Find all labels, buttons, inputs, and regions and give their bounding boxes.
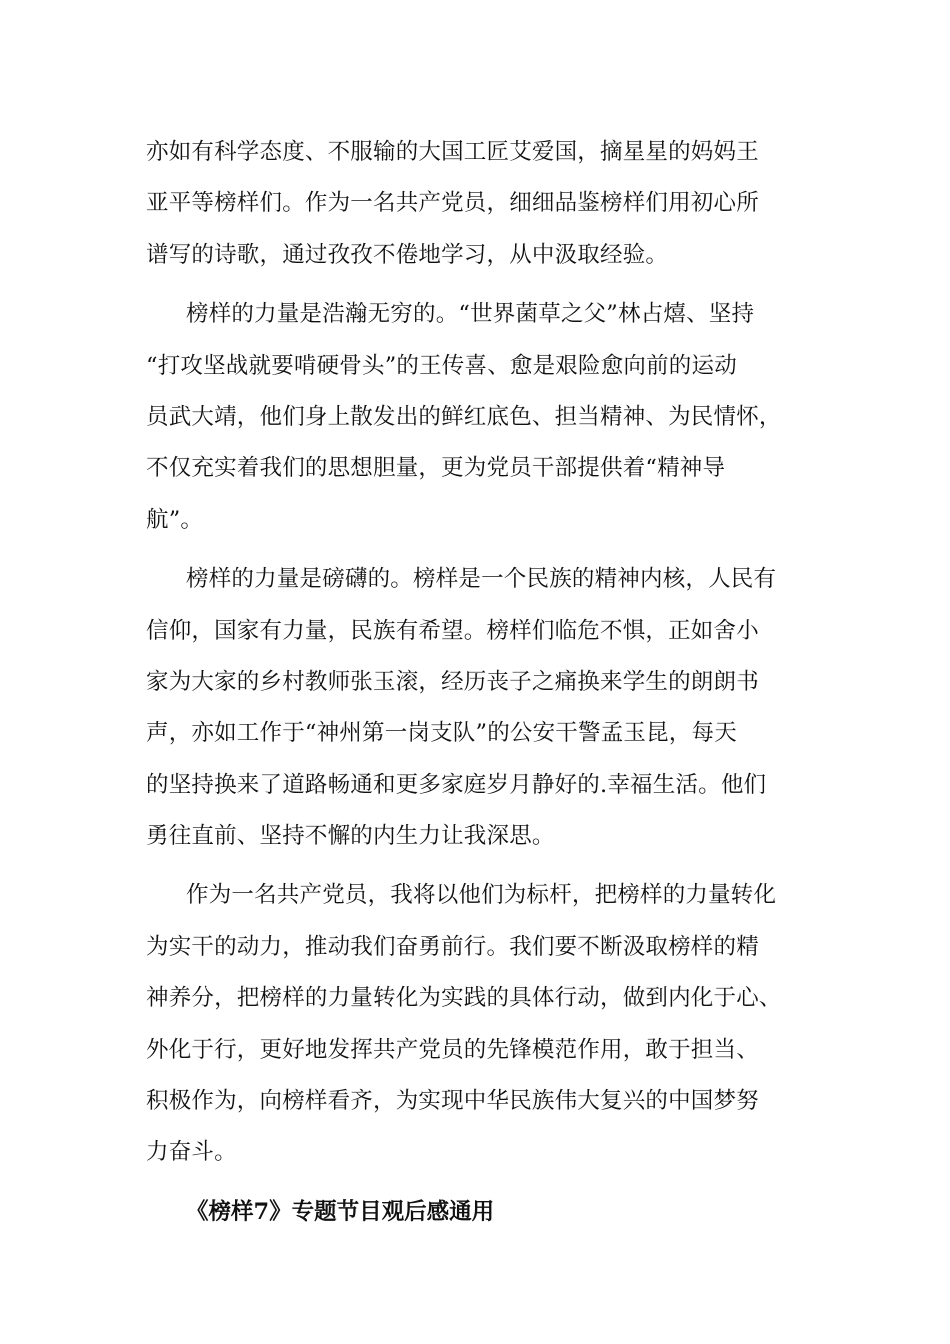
paragraph-line: 家为大家的乡村教师张玉滚，经历丧子之痛换来学生的朗朗书 [146, 668, 759, 695]
paragraph-line: 航”。 [146, 506, 204, 533]
paragraph-line: 为实干的动力，推动我们奋勇前行。我们要不断汲取榜样的精 [146, 933, 759, 960]
paragraph-line: 声，亦如工作于“神州第一岗支队”的公安干警孟玉昆，每天 [146, 720, 737, 747]
paragraph-line: “打攻坚战就要啃硬骨头”的王传喜、愈是艰险愈向前的运动 [146, 352, 737, 379]
paragraph-line: 榜样的力量是磅礴的。榜样是一个民族的精神内核，人民有 [186, 566, 777, 593]
paragraph-line: 外化于行，更好地发挥共产党员的先锋模范作用，敢于担当、 [146, 1036, 759, 1063]
paragraph-line: 积极作为，向榜样看齐，为实现中华民族伟大复兴的中国梦努 [146, 1088, 759, 1115]
paragraph-line: 亚平等榜样们。作为一名共产党员，细细品鉴榜样们用初心所 [146, 190, 759, 217]
paragraph-line: 勇往直前、坚持不懈的内生力让我深思。 [146, 823, 555, 850]
paragraph-line: 力奋斗。 [146, 1139, 237, 1166]
paragraph-2 [146, 289, 816, 546]
paragraph-1 [146, 127, 816, 281]
document-body [146, 127, 816, 1238]
paragraph-line: 亦如有科学态度、不服输的大国工匠艾爱国，摘星星的妈妈王 [146, 139, 759, 165]
paragraph-line: 神养分，把榜样的力量转化为实践的具体行动，做到内化于心、 [146, 985, 782, 1012]
section-heading: 《榜样7》专题节目观后感通用 [186, 1198, 495, 1225]
paragraph-line: 员武大靖，他们身上散发出的鲜红底色、担当精神、为民情怀， [146, 403, 782, 430]
paragraph-4 [146, 870, 816, 1178]
paragraph-line: 的坚持换来了道路畅通和更多家庭岁月静好的.幸福生活。他们 [146, 771, 767, 798]
paragraph-line: 作为一名共产党员，我将以他们为标杆，把榜样的力量转化 [186, 882, 777, 909]
paragraph-line: 榜样的力量是浩瀚无穷的。“世界菌草之父”林占熺、坚持 [186, 301, 755, 328]
paragraph-line: 不仅充实着我们的思想胆量，更为党员干部提供着“精神导 [146, 455, 726, 482]
paragraph-line: 信仰，国家有力量，民族有希望。榜样们临危不惧，正如舍小 [146, 617, 759, 644]
paragraph-3 [146, 554, 816, 862]
paragraph-line: 谱写的诗歌，通过孜孜不倦地学习，从中汲取经验。 [146, 241, 669, 268]
